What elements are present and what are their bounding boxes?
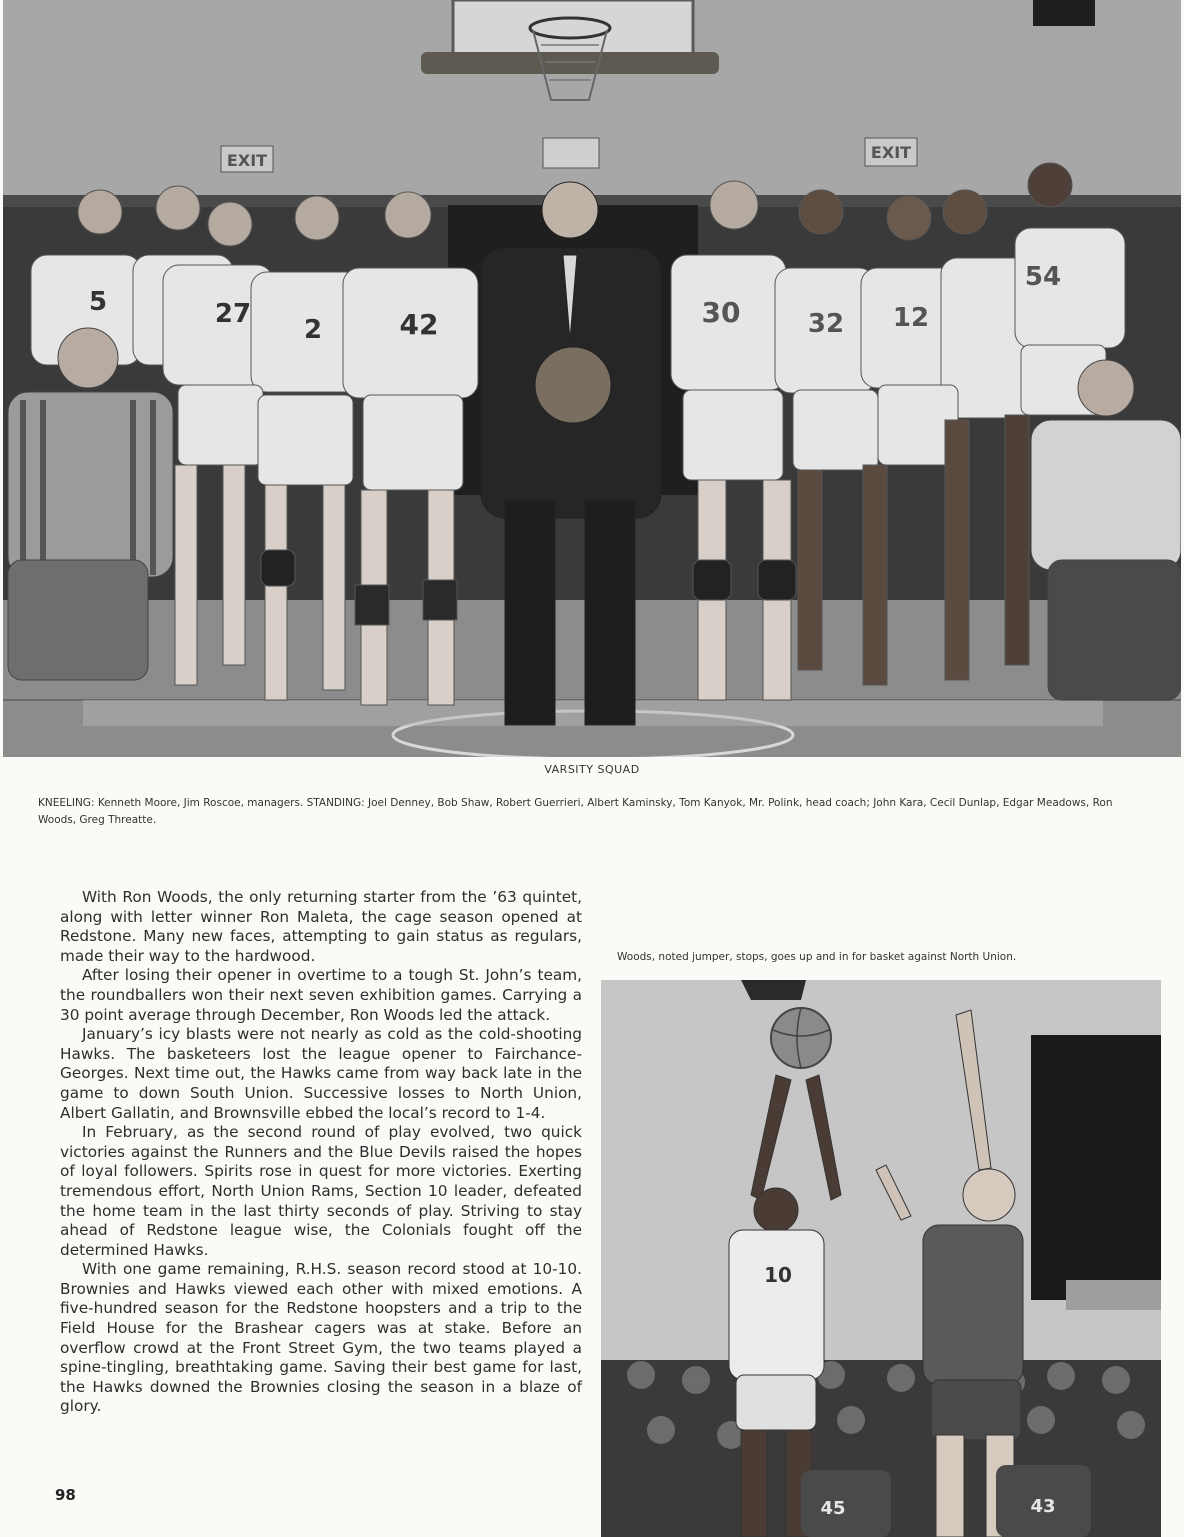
exit-sign-right: EXIT [870,143,912,162]
jersey-number: 32 [807,309,845,339]
jersey-number: 30 [701,296,741,329]
jersey-number: 54 [1024,262,1062,292]
action-photo-illustration [601,980,1161,1537]
jersey-number: 43 [1030,1496,1056,1517]
jersey-number: 45 [820,1498,846,1519]
exit-sign-left: EXIT [226,151,268,170]
team-photo [3,0,1181,757]
action-photo [601,980,1161,1537]
jersey-number: 2 [303,315,323,345]
article-paragraph: In February, as the second round of play evolved, two quick victories against the Runners and the Blue Devils raised the hopes of loyal followers. Spirits rose in quest for more victories. Exerting tremendous effort, North Union Rams, Section 10 leader, defeated the home team in the last thirty seconds of play. Striving to stay ahead of Redstone league wise, the Colonials fought off the determined Hawks. [60,1123,582,1259]
article-paragraph: January’s icy blasts were not nearly as cold as the cold-shooting Hawks. The basketeers lost the league opener to Fairchance-Georges. Next time out, the Hawks came from way back late in the game to down South Union. Successive losses to North Union, Albert Gallatin, and Brownsville ebbed the local’s record to 1-4. [60,1025,582,1122]
jersey-number: 42 [399,308,439,341]
photo-caption-names: KNEELING: Kenneth Moore, Jim Roscoe, managers. STANDING: Joel Denney, Bob Shaw, Robert Guerrieri, Albert Kaminsky, Tom Kanyok, Mr. Polink, head coach; John Kara, Cecil Dunlap, Edgar Meadows, Ron Woods, Greg Threatte. [38,797,1113,826]
action-photo-caption: Woods, noted jumper, stops, goes up and in for basket against North Union. [617,951,1017,963]
jersey-number: 10 [764,1263,792,1287]
page-number: 98 [55,1486,76,1504]
article-paragraph: With one game remaining, R.H.S. season record stood at 10-10. Brownies and Hawks viewed each other with mixed emotions. A five-hundred season for the Redstone hoopsters and a trip to the Field House for the Brashear cagers was at stake. Before an overflow crowd at the Front Street Gym, the two teams played a spine-tingling, breathtaking game. Saving their best game for last, the Hawks downed the Brownies closing the season in a blaze of glory. [60,1260,582,1416]
team-photo-illustration [3,0,1181,757]
jersey-number: 27 [214,299,252,329]
jersey-number: 5 [88,287,108,317]
article-body [60,888,582,1417]
photo-caption-title: VARSITY SQUAD [544,763,640,776]
article-paragraph: With Ron Woods, the only returning starter from the ’63 quintet, along with letter winner Ron Maleta, the cage season opened at Redstone. Many new faces, attempting to gain status as regulars, made their way to the hardwood. [60,888,582,965]
jersey-number: 12 [892,303,930,333]
article-paragraph: After losing their opener in overtime to a tough St. John’s team, the roundballers won their next seven exhibition games. Carrying a 30 point average through December, Ron Woods led the attack. [60,966,582,1024]
